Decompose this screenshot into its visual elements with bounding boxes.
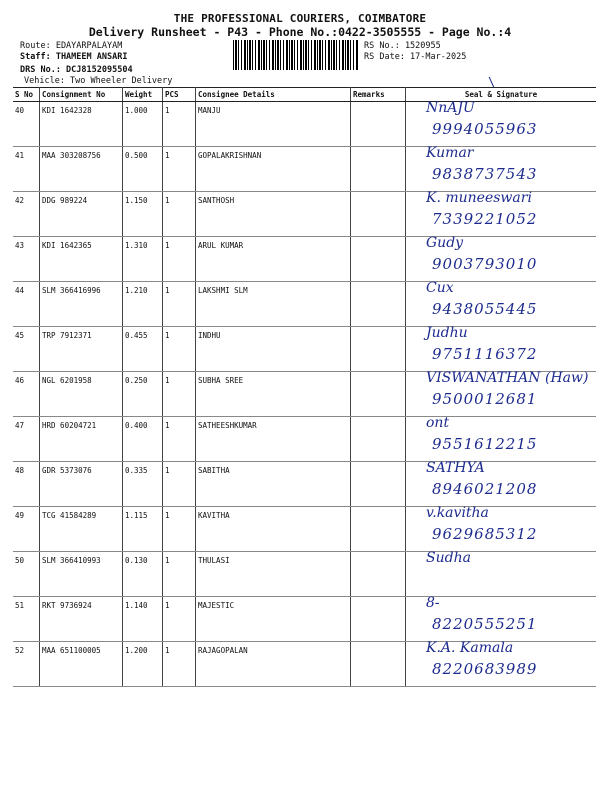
- table-row: [13, 102, 596, 147]
- col-signature: Seal & Signature: [406, 88, 597, 102]
- vehicle-label: Vehicle: Two Wheeler Delivery: [24, 76, 173, 86]
- cell-consignment-no: NGL 6201958: [40, 372, 123, 417]
- cell-sno: 49: [13, 507, 40, 552]
- col-remarks: Remarks: [351, 88, 406, 102]
- cell-consignment-no: DDG 989224: [40, 192, 123, 237]
- cell-weight: 1.000: [123, 102, 163, 147]
- cell-consignment-no: KDI 1642365: [40, 237, 123, 282]
- cell-remarks: [351, 237, 406, 282]
- cell-sno: 46: [13, 372, 40, 417]
- signature-cell: [406, 597, 597, 642]
- cell-consignment-no: SLM 366410993: [40, 552, 123, 597]
- runsheet-table: [13, 87, 596, 687]
- cell-pcs: 1: [163, 372, 196, 417]
- cell-remarks: [351, 462, 406, 507]
- cell-remarks: [351, 417, 406, 462]
- cell-sno: 45: [13, 327, 40, 372]
- handwritten-name: Kumar: [426, 145, 474, 161]
- cell-consignee: KAVITHA: [196, 507, 351, 552]
- cell-remarks: [351, 372, 406, 417]
- table-row: [13, 282, 596, 327]
- cell-consignee: SABITHA: [196, 462, 351, 507]
- handwritten-phone: 9751116372: [432, 345, 538, 363]
- cell-remarks: [351, 597, 406, 642]
- cell-remarks: [351, 327, 406, 372]
- cell-remarks: [351, 102, 406, 147]
- handwritten-phone: 9629685312: [432, 525, 538, 543]
- handwritten-name: NnAJU: [426, 100, 475, 116]
- cell-consignment-no: RKT 9736924: [40, 597, 123, 642]
- route-label: Route: EDAYARPALAYAM: [20, 41, 123, 51]
- signature-cell: [406, 507, 597, 552]
- rs-date: RS Date: 17-Mar-2025: [364, 52, 467, 62]
- cell-sno: 52: [13, 642, 40, 687]
- cell-consignment-no: TCG 41584289: [40, 507, 123, 552]
- cell-sno: 51: [13, 597, 40, 642]
- cell-remarks: [351, 642, 406, 687]
- handwritten-phone: 9003793010: [432, 255, 538, 273]
- table-row: [13, 327, 596, 372]
- cell-remarks: [351, 282, 406, 327]
- cell-pcs: 1: [163, 102, 196, 147]
- barcode-image: [233, 40, 358, 70]
- cell-consignee: LAKSHMI SLM: [196, 282, 351, 327]
- cell-sno: 48: [13, 462, 40, 507]
- col-consignee: Consignee Details: [196, 88, 351, 102]
- handwritten-name: VISWANATHAN (Haw): [426, 370, 589, 386]
- table-row: [13, 642, 596, 687]
- table-row: [13, 507, 596, 552]
- handwritten-name: Sudha: [426, 550, 471, 566]
- col-weight: Weight: [123, 88, 163, 102]
- cell-consignee: MANJU: [196, 102, 351, 147]
- cell-pcs: 1: [163, 642, 196, 687]
- cell-weight: 1.200: [123, 642, 163, 687]
- handwritten-phone: 9551612215: [432, 435, 538, 453]
- handwritten-name: Gudy: [426, 235, 464, 251]
- cell-pcs: 1: [163, 507, 196, 552]
- cell-pcs: 1: [163, 192, 196, 237]
- cell-consignment-no: HRD 60204721: [40, 417, 123, 462]
- cell-remarks: [351, 192, 406, 237]
- handwritten-name: 8-: [426, 595, 440, 611]
- cell-consignment-no: KDI 1642328: [40, 102, 123, 147]
- cell-consignee: ARUL KUMAR: [196, 237, 351, 282]
- handwritten-phone: 8220555251: [432, 615, 538, 633]
- cell-consignment-no: MAA 651100005: [40, 642, 123, 687]
- cell-sno: 50: [13, 552, 40, 597]
- signature-cell: [406, 147, 597, 192]
- cell-sno: 40: [13, 102, 40, 147]
- table-row: [13, 462, 596, 507]
- table-row: [13, 372, 596, 417]
- table-row: [13, 192, 596, 237]
- col-pcs: PCS: [163, 88, 196, 102]
- cell-consignee: RAJAGOPALAN: [196, 642, 351, 687]
- handwritten-phone: 9838737543: [432, 165, 538, 183]
- table-row: [13, 147, 596, 192]
- company-title: THE PROFESSIONAL COURIERS, COIMBATORE: [173, 12, 427, 25]
- cell-sno: 47: [13, 417, 40, 462]
- handwritten-phone: 9500012681: [432, 390, 538, 408]
- cell-pcs: 1: [163, 147, 196, 192]
- cell-pcs: 1: [163, 552, 196, 597]
- handwritten-phone: 9994055963: [432, 120, 538, 138]
- cell-consignment-no: MAA 303208756: [40, 147, 123, 192]
- signature-cell: [406, 327, 597, 372]
- signature-cell: [406, 372, 597, 417]
- cell-weight: 0.335: [123, 462, 163, 507]
- cell-consignment-no: SLM 366416996: [40, 282, 123, 327]
- handwritten-name: v.kavitha: [426, 505, 489, 521]
- cell-weight: 0.250: [123, 372, 163, 417]
- col-consignment: Consignment No: [40, 88, 123, 102]
- cell-pcs: 1: [163, 282, 196, 327]
- rs-number: RS No.: 1520955: [364, 41, 441, 51]
- cell-weight: 0.455: [123, 327, 163, 372]
- cell-consignment-no: TRP 7912371: [40, 327, 123, 372]
- cell-weight: 0.400: [123, 417, 163, 462]
- handwritten-name: Cux: [426, 280, 454, 296]
- cell-sno: 41: [13, 147, 40, 192]
- cell-remarks: [351, 147, 406, 192]
- handwritten-phone: 8220683989: [432, 660, 538, 678]
- drs-number: DRS No.: DCJ8152095504: [20, 65, 133, 75]
- table-row: [13, 237, 596, 282]
- cell-consignee: INDHU: [196, 327, 351, 372]
- cell-consignment-no: GDR 5373076: [40, 462, 123, 507]
- signature-cell: [406, 102, 597, 147]
- staff-label: Staff: THAMEEM ANSARI: [20, 52, 128, 62]
- cell-consignee: SATHEESHKUMAR: [196, 417, 351, 462]
- check-mark: \: [488, 75, 496, 89]
- signature-cell: [406, 417, 597, 462]
- cell-weight: 0.500: [123, 147, 163, 192]
- handwritten-phone: 7339221052: [432, 210, 538, 228]
- cell-consignee: MAJESTIC: [196, 597, 351, 642]
- signature-cell: [406, 282, 597, 327]
- col-sno: S No: [13, 88, 40, 102]
- handwritten-phone: 8946021208: [432, 480, 538, 498]
- cell-remarks: [351, 507, 406, 552]
- handwritten-name: K. muneeswari: [426, 190, 532, 206]
- cell-pcs: 1: [163, 462, 196, 507]
- runsheet-subtitle: Delivery Runsheet - P43 - Phone No.:0422-3505555 - Page No.:4: [88, 25, 512, 39]
- cell-sno: 43: [13, 237, 40, 282]
- signature-cell: [406, 642, 597, 687]
- cell-consignee: THULASI: [196, 552, 351, 597]
- cell-sno: 44: [13, 282, 40, 327]
- cell-remarks: [351, 552, 406, 597]
- cell-pcs: 1: [163, 327, 196, 372]
- cell-pcs: 1: [163, 417, 196, 462]
- handwritten-name: ont: [426, 415, 450, 431]
- handwritten-name: SATHYA: [426, 460, 485, 476]
- cell-weight: 1.210: [123, 282, 163, 327]
- cell-weight: 1.140: [123, 597, 163, 642]
- cell-consignee: GOPALAKRISHNAN: [196, 147, 351, 192]
- handwritten-name: Judhu: [426, 325, 468, 341]
- table-header-row: [13, 88, 596, 102]
- signature-cell: [406, 462, 597, 507]
- cell-consignee: SANTHOSH: [196, 192, 351, 237]
- cell-pcs: 1: [163, 237, 196, 282]
- cell-consignee: SUBHA SREE: [196, 372, 351, 417]
- table-row: [13, 552, 596, 597]
- signature-cell: [406, 237, 597, 282]
- signature-cell: [406, 192, 597, 237]
- cell-weight: 1.115: [123, 507, 163, 552]
- table-row: [13, 597, 596, 642]
- cell-pcs: 1: [163, 597, 196, 642]
- handwritten-phone: 9438055445: [432, 300, 538, 318]
- cell-weight: 1.150: [123, 192, 163, 237]
- cell-weight: 1.310: [123, 237, 163, 282]
- cell-weight: 0.130: [123, 552, 163, 597]
- table-row: [13, 417, 596, 462]
- handwritten-name: K.A. Kamala: [426, 640, 514, 656]
- signature-cell: [406, 552, 597, 597]
- cell-sno: 42: [13, 192, 40, 237]
